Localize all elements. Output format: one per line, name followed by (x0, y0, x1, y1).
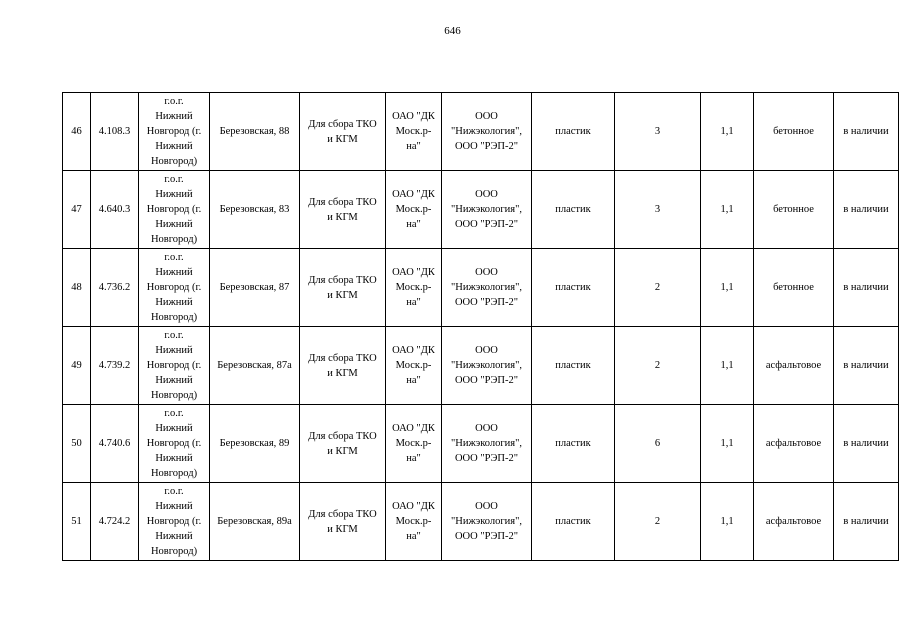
owner-line: на" (406, 297, 421, 308)
container-material-cell: пластик (532, 327, 615, 405)
container-count-cell: 3 (615, 93, 701, 171)
operator-line: ООО "РЭП-2" (454, 531, 519, 542)
site-code-cell: 4.739.2 (91, 327, 139, 405)
owner-line: ОАО "ДК (392, 111, 435, 122)
table-row (63, 327, 899, 405)
locality-line: Новгород (г. (146, 516, 202, 527)
locality-cell (139, 405, 210, 483)
page-number: 646 (444, 25, 461, 37)
locality-line: г.о.г. (164, 252, 184, 263)
row-number-cell: 48 (63, 249, 91, 327)
container-material-cell: пластик (532, 93, 615, 171)
address-cell: Березовская, 83 (210, 171, 300, 249)
row-number-cell: 50 (63, 405, 91, 483)
operator-line: "Нижэкология", (450, 282, 523, 293)
container-volume-cell: 1,1 (701, 93, 754, 171)
owner-line: Моск.р- (395, 360, 432, 371)
owner-line: ОАО "ДК (392, 345, 435, 356)
locality-line: Нижний (155, 141, 193, 152)
owner-line: на" (406, 531, 421, 542)
operator-line: ООО "РЭП-2" (454, 375, 519, 386)
locality-line: Новгород (г. (146, 360, 202, 371)
purpose-cell (300, 249, 386, 327)
availability-cell: в наличии (834, 483, 899, 561)
owner-line: Моск.р- (395, 438, 432, 449)
locality-line: Новгород) (150, 312, 198, 323)
owner-cell (386, 93, 442, 171)
locality-line: Нижний (155, 219, 193, 230)
purpose-line: и КГМ (327, 211, 358, 223)
locality-line: Новгород (г. (146, 204, 202, 215)
operator-cell (442, 249, 532, 327)
locality-line: г.о.г. (164, 486, 184, 497)
row-number-cell: 51 (63, 483, 91, 561)
locality-line: Нижний (155, 453, 193, 464)
row-number-cell: 46 (63, 93, 91, 171)
purpose-line: и КГМ (327, 289, 358, 301)
owner-line: ОАО "ДК (392, 189, 435, 200)
locality-line: Новгород (г. (146, 282, 202, 293)
owner-line: на" (406, 141, 421, 152)
owner-cell (386, 249, 442, 327)
table-body (63, 93, 899, 561)
container-volume-cell: 1,1 (701, 249, 754, 327)
locality-line: Новгород (г. (146, 438, 202, 449)
container-count-cell: 6 (615, 405, 701, 483)
surface-type-cell: асфальтовое (754, 483, 834, 561)
owner-line: Моск.р- (395, 126, 432, 137)
locality-cell (139, 483, 210, 561)
owner-line: на" (406, 375, 421, 386)
locality-line: Нижний (155, 345, 193, 356)
owner-cell (386, 405, 442, 483)
address-cell: Березовская, 89 (210, 405, 300, 483)
owner-line: на" (406, 219, 421, 230)
availability-cell: в наличии (834, 171, 899, 249)
operator-line: ООО (475, 111, 498, 122)
operator-line: ООО "РЭП-2" (454, 219, 519, 230)
address-cell: Березовская, 88 (210, 93, 300, 171)
site-code-cell: 4.724.2 (91, 483, 139, 561)
container-count-cell: 3 (615, 171, 701, 249)
surface-type-cell: бетонное (754, 93, 834, 171)
locality-line: Новгород) (150, 468, 198, 479)
operator-line: ООО (475, 189, 498, 200)
purpose-cell (300, 483, 386, 561)
container-volume-cell: 1,1 (701, 171, 754, 249)
owner-line: Моск.р- (395, 282, 432, 293)
site-code-cell: 4.640.3 (91, 171, 139, 249)
purpose-line: и КГМ (327, 133, 358, 145)
availability-cell: в наличии (834, 249, 899, 327)
locality-line: Нижний (155, 267, 193, 278)
purpose-line: Для сбора ТКО (308, 508, 377, 520)
locality-line: Новгород) (150, 156, 198, 167)
operator-cell (442, 327, 532, 405)
site-code-cell: 4.108.3 (91, 93, 139, 171)
owner-line: ОАО "ДК (392, 501, 435, 512)
operator-line: ООО "РЭП-2" (454, 297, 519, 308)
container-count-cell: 2 (615, 249, 701, 327)
locality-line: Нижний (155, 423, 193, 434)
surface-type-cell: бетонное (754, 249, 834, 327)
operator-cell (442, 171, 532, 249)
purpose-line: и КГМ (327, 523, 358, 535)
row-number-cell: 47 (63, 171, 91, 249)
operator-line: ООО (475, 423, 498, 434)
purpose-line: Для сбора ТКО (308, 352, 377, 364)
locality-line: Нижний (155, 189, 193, 200)
availability-cell: в наличии (834, 327, 899, 405)
operator-line: "Нижэкология", (450, 126, 523, 137)
locality-line: Нижний (155, 297, 193, 308)
address-cell: Березовская, 87а (210, 327, 300, 405)
owner-line: Моск.р- (395, 204, 432, 215)
locality-cell (139, 249, 210, 327)
container-material-cell: пластик (532, 249, 615, 327)
locality-line: Новгород (г. (146, 126, 202, 137)
operator-cell (442, 93, 532, 171)
table-row (63, 171, 899, 249)
operator-line: "Нижэкология", (450, 360, 523, 371)
locality-line: Нижний (155, 111, 193, 122)
purpose-cell (300, 327, 386, 405)
purpose-line: Для сбора ТКО (308, 118, 377, 130)
owner-cell (386, 483, 442, 561)
row-number-cell: 49 (63, 327, 91, 405)
owner-line: Моск.р- (395, 516, 432, 527)
container-volume-cell: 1,1 (701, 405, 754, 483)
purpose-cell (300, 405, 386, 483)
operator-line: ООО (475, 267, 498, 278)
locality-line: Нижний (155, 501, 193, 512)
owner-cell (386, 327, 442, 405)
table-row (63, 93, 899, 171)
locality-line: г.о.г. (164, 96, 184, 107)
table-row (63, 405, 899, 483)
owner-cell (386, 171, 442, 249)
locality-line: Нижний (155, 531, 193, 542)
operator-line: ООО "РЭП-2" (454, 141, 519, 152)
container-count-cell: 2 (615, 327, 701, 405)
site-code-cell: 4.736.2 (91, 249, 139, 327)
locality-line: Новгород) (150, 546, 198, 557)
locality-cell (139, 93, 210, 171)
container-volume-cell: 1,1 (701, 327, 754, 405)
operator-line: "Нижэкология", (450, 438, 523, 449)
site-code-cell: 4.740.6 (91, 405, 139, 483)
locality-cell (139, 327, 210, 405)
container-material-cell: пластик (532, 405, 615, 483)
registry-table (62, 92, 899, 561)
purpose-line: Для сбора ТКО (308, 274, 377, 286)
locality-line: г.о.г. (164, 330, 184, 341)
purpose-cell (300, 171, 386, 249)
owner-line: на" (406, 453, 421, 464)
availability-cell: в наличии (834, 405, 899, 483)
purpose-cell (300, 93, 386, 171)
locality-line: г.о.г. (164, 408, 184, 419)
locality-cell (139, 171, 210, 249)
locality-line: Новгород) (150, 234, 198, 245)
operator-line: "Нижэкология", (450, 516, 523, 527)
operator-line: ООО (475, 501, 498, 512)
container-material-cell: пластик (532, 483, 615, 561)
table-row (63, 249, 899, 327)
table-row (63, 483, 899, 561)
surface-type-cell: асфальтовое (754, 327, 834, 405)
locality-line: г.о.г. (164, 174, 184, 185)
container-volume-cell: 1,1 (701, 483, 754, 561)
address-cell: Березовская, 87 (210, 249, 300, 327)
container-material-cell: пластик (532, 171, 615, 249)
surface-type-cell: асфальтовое (754, 405, 834, 483)
availability-cell: в наличии (834, 93, 899, 171)
purpose-line: Для сбора ТКО (308, 196, 377, 208)
address-cell: Березовская, 89а (210, 483, 300, 561)
container-count-cell: 2 (615, 483, 701, 561)
operator-cell (442, 483, 532, 561)
surface-type-cell: бетонное (754, 171, 834, 249)
locality-line: Нижний (155, 375, 193, 386)
purpose-line: и КГМ (327, 367, 358, 379)
owner-line: ОАО "ДК (392, 423, 435, 434)
purpose-line: и КГМ (327, 445, 358, 457)
purpose-line: Для сбора ТКО (308, 430, 377, 442)
locality-line: Новгород) (150, 390, 198, 401)
operator-line: ООО (475, 345, 498, 356)
operator-line: ООО "РЭП-2" (454, 453, 519, 464)
operator-cell (442, 405, 532, 483)
owner-line: ОАО "ДК (392, 267, 435, 278)
operator-line: "Нижэкология", (450, 204, 523, 215)
